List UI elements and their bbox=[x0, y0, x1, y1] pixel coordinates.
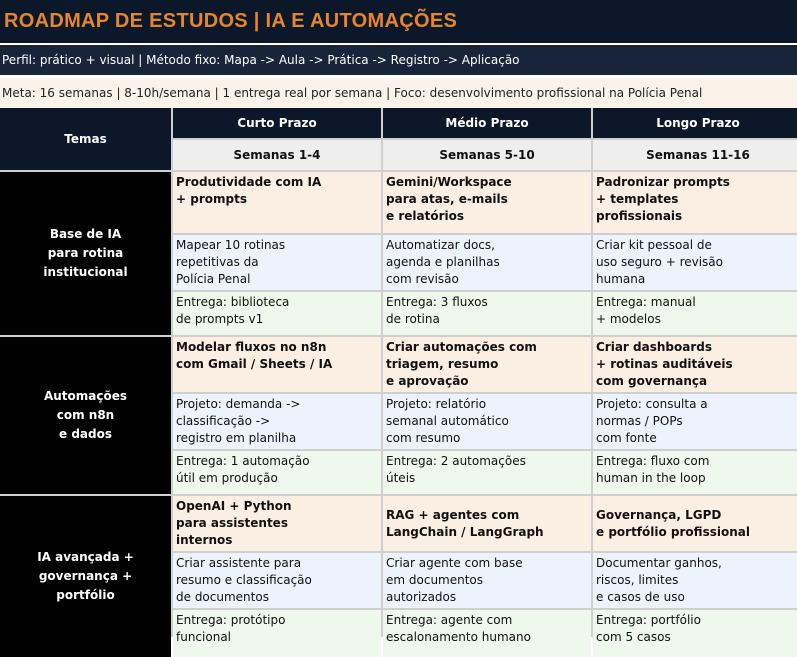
task-cell: Projeto: relatório semanal automático com resumo bbox=[383, 394, 591, 449]
theme-cell: Base de IA para rotina institucional bbox=[0, 172, 171, 335]
deliverable-cell: Entrega: biblioteca de prompts v1 bbox=[173, 292, 381, 335]
deliverable-cell: Entrega: 3 fluxos de rotina bbox=[383, 292, 591, 335]
goal-cell: Governança, LGPD e portfólio profissional bbox=[593, 496, 797, 551]
theme-cell: IA avançada + governança + portfólio bbox=[0, 496, 171, 657]
goal-cell: Padronizar prompts + templates profissionais bbox=[593, 172, 797, 233]
roadmap-table bbox=[0, 108, 797, 644]
task-cell: Criar agente com base em documentos autorizados bbox=[383, 553, 591, 608]
header-themes: Temas bbox=[0, 108, 171, 170]
task-cell: Criar kit pessoal de uso seguro + revisão humana bbox=[593, 235, 797, 290]
weeks-medium-term: Semanas 5-10 bbox=[383, 140, 591, 170]
task-cell: Automatizar docs, agenda e planilhas com revisão bbox=[383, 235, 591, 290]
theme-cell: Automações com n8n e dados bbox=[0, 337, 171, 494]
task-cell: Projeto: demanda -> classificação -> registro em planilha bbox=[173, 394, 381, 449]
weeks-short-term: Semanas 1-4 bbox=[173, 140, 381, 170]
goal-cell: Criar automações com triagem, resumo e aprovação bbox=[383, 337, 591, 392]
task-cell: Mapear 10 rotinas repetitivas da Polícia Penal bbox=[173, 235, 381, 290]
deliverable-cell: Entrega: protótipo funcional bbox=[173, 610, 381, 657]
deliverable-cell: Entrega: 1 automação útil em produção bbox=[173, 451, 381, 494]
goal-cell: RAG + agentes com LangChain / LangGraph bbox=[383, 496, 591, 551]
goal-cell: Modelar fluxos no n8n com Gmail / Sheets / IA bbox=[173, 337, 381, 392]
profile-banner: Perfil: prático + visual | Método fixo: Mapa -> Aula -> Prática -> Registro -> Aplicação bbox=[0, 45, 797, 75]
task-cell: Criar assistente para resumo e classificação de documentos bbox=[173, 553, 381, 608]
header-short-term: Curto Prazo bbox=[173, 108, 381, 138]
deliverable-cell: Entrega: agente com escalonamento humano bbox=[383, 610, 591, 657]
header-long-term: Longo Prazo bbox=[593, 108, 797, 138]
deliverable-cell: Entrega: 2 automações úteis bbox=[383, 451, 591, 494]
deliverable-cell: Entrega: fluxo com human in the loop bbox=[593, 451, 797, 494]
meta-banner: Meta: 16 semanas | 8-10h/semana | 1 entrega real por semana | Foco: desenvolvimento profissional na Polícia Penal bbox=[0, 78, 797, 108]
goal-cell: OpenAI + Python para assistentes internos bbox=[173, 496, 381, 551]
goal-cell: Criar dashboards + rotinas auditáveis com governança bbox=[593, 337, 797, 392]
task-cell: Documentar ganhos, riscos, limites e casos de uso bbox=[593, 553, 797, 608]
deliverable-cell: Entrega: portfólio com 5 casos bbox=[593, 610, 797, 657]
weeks-long-term: Semanas 11-16 bbox=[593, 140, 797, 170]
header-medium-term: Médio Prazo bbox=[383, 108, 591, 138]
deliverable-cell: Entrega: manual + modelos bbox=[593, 292, 797, 335]
goal-cell: Gemini/Workspace para atas, e-mails e relatórios bbox=[383, 172, 591, 233]
task-cell: Projeto: consulta a normas / POPs com fonte bbox=[593, 394, 797, 449]
page-title: ROADMAP DE ESTUDOS | IA E AUTOMAÇÕES bbox=[0, 0, 797, 43]
goal-cell: Produtividade com IA + prompts bbox=[173, 172, 381, 233]
